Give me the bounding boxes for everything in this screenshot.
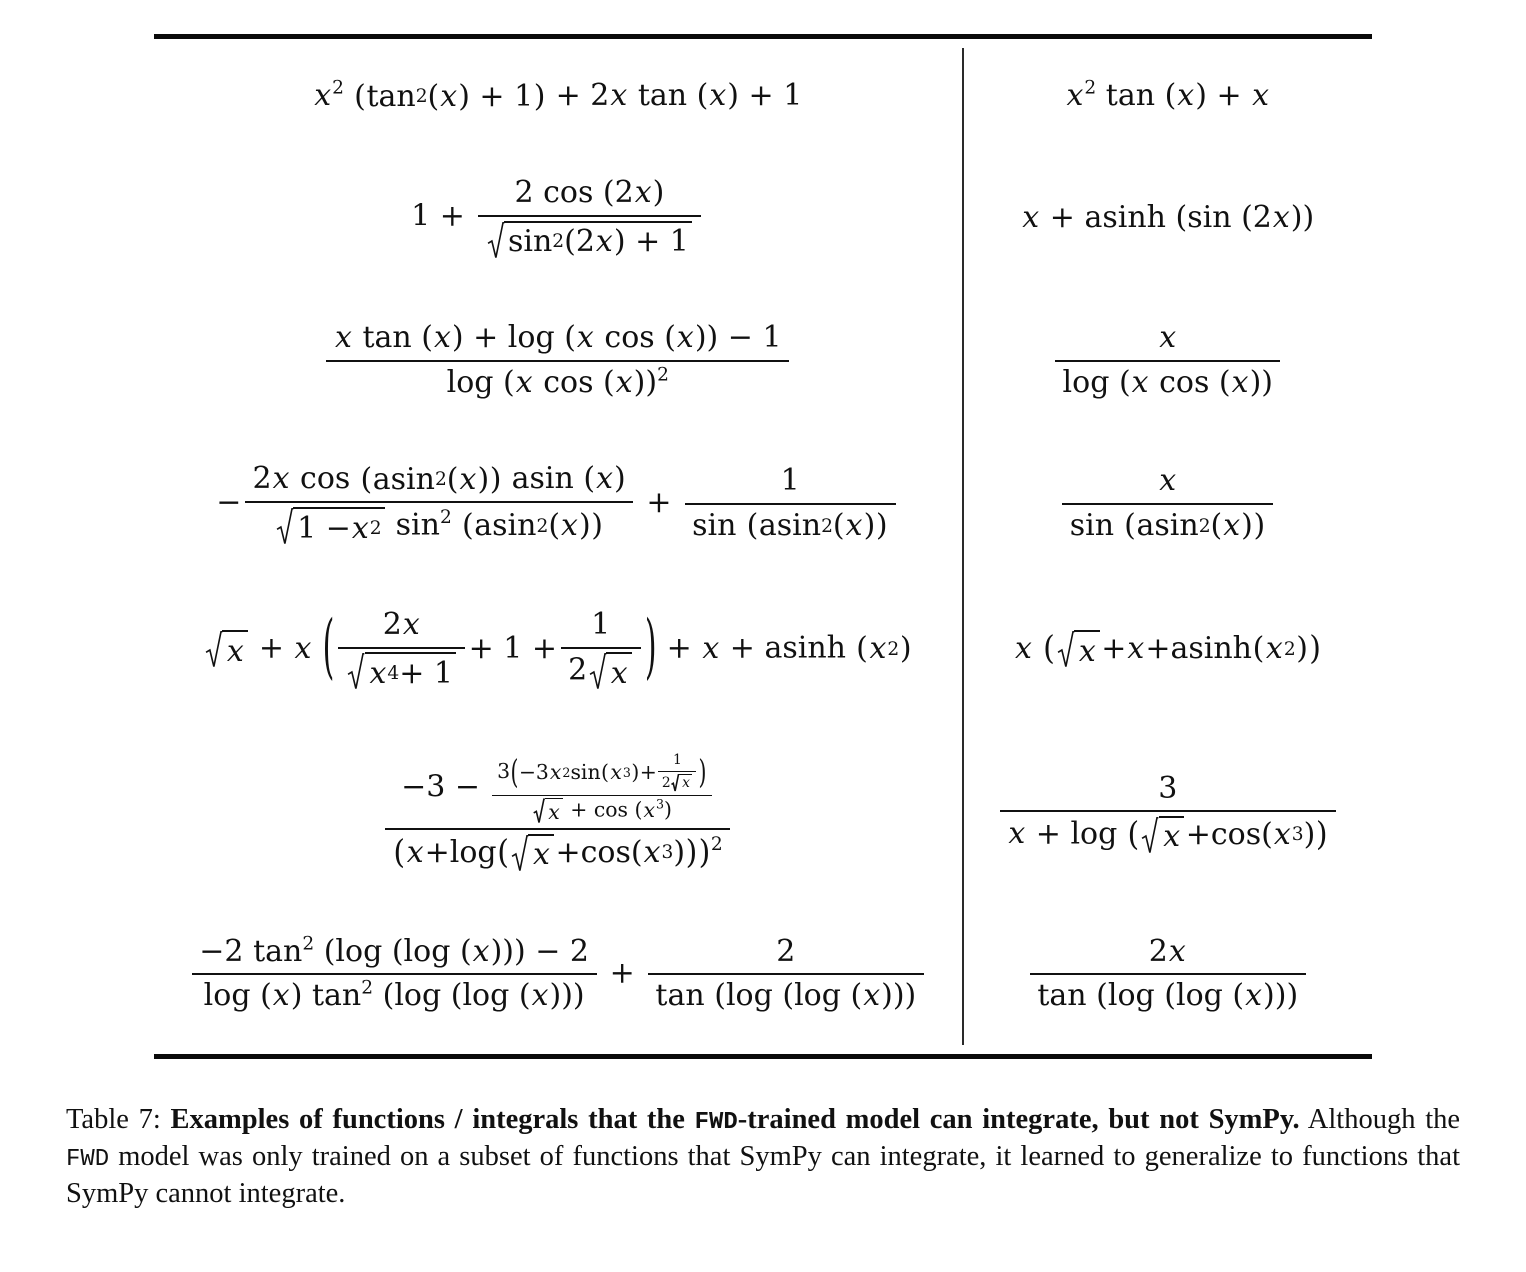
- paren-group: ( asin 2 ( x ) ): [360, 461, 502, 497]
- radical-icon: [1057, 630, 1074, 669]
- function-cell: [154, 722, 962, 904]
- superscript: 2: [1084, 77, 1097, 99]
- radical-icon: [533, 798, 545, 824]
- function-expression: $\frac{-2 \tan^2 (\log (\log (x))) - 2}{\log (x) \tan^2 (\log (\log (x)))}$ + $\frac{2}{\tan (\log (\log (x)))}$: [188, 935, 927, 1014]
- paren-group: ( x + log ( x + cos ( x 3 ) ) ): [393, 833, 711, 873]
- integral-expression: [1059, 464, 1277, 544]
- radical-icon: [205, 630, 222, 669]
- table-row: [154, 577, 1372, 722]
- radical-icon: [589, 652, 606, 691]
- square-root: x: [511, 834, 554, 873]
- paren-group: ( asin 2 ( x ) ): [461, 508, 603, 544]
- integral-cell: [962, 577, 1372, 722]
- square-root: x 4 + 1: [347, 652, 456, 691]
- superscript: 2: [439, 507, 452, 529]
- integral-expression: x + asinh (sin (2x)): [1022, 199, 1315, 235]
- caption-fwd-code: FWD: [694, 1108, 738, 1136]
- radical-icon: [487, 221, 504, 260]
- radical-icon: [347, 652, 364, 691]
- paren-group: ( x + cos ( x 3 ) ): [1127, 815, 1328, 855]
- paren-group: ( x 2 ): [856, 631, 912, 667]
- integral-cell: [962, 904, 1372, 1045]
- paren-group: ( x + cos ( x 3 ) ): [497, 833, 698, 873]
- table-row: [154, 145, 1372, 290]
- function-cell: [154, 145, 962, 290]
- function-cell: [154, 577, 962, 722]
- fraction: 1 2 x: [658, 753, 696, 792]
- fraction: −3 − 3 ( −3 x 2 sin ( x 3 ) + 1 2 x ) x + $\cos (x^3)$ ( x + log ( x + cos ( x 3 ) ) ) $^2$: [385, 753, 730, 873]
- table-caption: [66, 1101, 1460, 1213]
- function-cell: [154, 290, 962, 431]
- square-root: sin 2 (2 x ) + 1: [487, 221, 692, 260]
- integral-cell: [962, 431, 1372, 577]
- caption-body-text-2: model was only trained on a subset of functions that SymPy can integrate, it learned to generalize to functions that SymPy cannot integrate.: [66, 1141, 1460, 1210]
- paren-group: ( x 2 ): [1252, 631, 1308, 667]
- fraction: $\frac{2x}{\tan (\log (\log (x)))}$: [1030, 935, 1306, 1014]
- paren-group: ( asin 2 ( x ) ): [746, 508, 888, 544]
- radical-icon: [511, 834, 528, 873]
- caption-bold-text-2: -trained model can integrate, but not SymPy.: [737, 1103, 1300, 1135]
- table-row: [154, 904, 1372, 1045]
- radical-icon: [1141, 816, 1158, 855]
- caption-body-text: Although the: [1307, 1103, 1461, 1135]
- fraction: $\frac{-2 \tan^2 (\log (\log (x))) - 2}{\log (x) \tan^2 (\log (\log (x)))}$: [192, 935, 597, 1014]
- function-cell: [154, 904, 962, 1045]
- paren-group: ( −3 x 2 sin ( x 3 ) + 1 2 x ): [510, 752, 707, 791]
- integral-cell: [962, 722, 1372, 904]
- table-row: [154, 722, 1372, 904]
- table-row: [154, 290, 1372, 431]
- caption-fwd-code-2: FWD: [66, 1146, 110, 1174]
- superscript: 2: [361, 977, 374, 999]
- fraction: $\frac{x}{\text{log (x cos (x))}}$: [1055, 321, 1280, 400]
- caption-label: Table 7:: [66, 1103, 171, 1135]
- integral-expression: [1026, 935, 1309, 1014]
- fraction: 2x cos ( asin 2 ( x ) ) asin (x) 1 − x 2 $\sin^2$ ( asin 2 ( x ) ): [245, 462, 633, 546]
- square-root: x: [589, 652, 632, 691]
- function-expression: x + x ( 2x x 4 + 1 + 1 + 1 2 x ) + x + asinh ( x 2 ): [203, 608, 912, 691]
- paren-group: ( tan 2 ( x ) + 1 ): [354, 78, 546, 114]
- superscript: 2: [302, 933, 315, 955]
- radical-icon: [671, 774, 679, 792]
- radical-icon: [276, 507, 293, 546]
- function-expression: [323, 321, 793, 400]
- fraction: 3 ( −3 x 2 sin ( x 3 ) + 1 2 x ) x + $\cos (x^3)$: [492, 753, 712, 824]
- fraction: 2x x 4 + 1: [338, 608, 465, 691]
- function-expression: [382, 753, 734, 873]
- paren-group: ( x + x + asinh ( x 2 ) ): [1043, 629, 1321, 669]
- superscript: 2: [332, 77, 344, 99]
- paren-group: ( x 3 ): [600, 759, 640, 784]
- function-expression: 1 + 2 cos (2x) sin 2 (2 x ) + 1: [411, 176, 704, 259]
- fraction: $\frac{\text{x tan (x) + log (x cos (x)) − 1}}{\log (x \cos (x))^2}$: [326, 321, 789, 400]
- square-root: x: [1141, 816, 1184, 855]
- integral-expression: x ( x + x + asinh ( x 2 ) ): [1015, 629, 1321, 669]
- square-root: x: [533, 798, 563, 824]
- table-body: [154, 48, 1372, 1045]
- fraction: 2 cos (2x) sin 2 (2 x ) + 1: [478, 176, 701, 259]
- function-expression: − 2x cos ( asin 2 ( x ) ) asin (x) 1 − x 2 $\sin^2$ ( asin 2 ( x ) ) + 1 sin ( asin 2 ( x ) ): [216, 462, 899, 546]
- caption-bold-text: Examples of functions / integrals that the: [170, 1103, 695, 1135]
- integral-cell: [962, 145, 1372, 290]
- integral-expression: [1051, 321, 1284, 400]
- integral-expression: [996, 772, 1339, 855]
- fraction: $\frac{2}{\tan (\log (\log (x)))}$: [648, 935, 924, 1014]
- table-row: [154, 48, 1372, 145]
- table-row: [154, 431, 1372, 577]
- paren-group: ( 2x x 4 + 1 + 1 + 1 2 x ): [322, 606, 657, 691]
- square-root: 1 − x 2: [276, 507, 385, 546]
- square-root: x: [1057, 630, 1100, 669]
- superscript: 2: [657, 364, 669, 386]
- square-root: x: [205, 630, 248, 669]
- function-cell: [154, 431, 962, 577]
- fraction: 1 2 x: [561, 608, 641, 691]
- superscript: 2: [710, 833, 723, 855]
- integral-cell: [962, 290, 1372, 431]
- fraction: 3 x + log ( x + cos ( x 3 ) ): [1000, 772, 1336, 855]
- square-root: x: [671, 774, 692, 792]
- fraction: x sin ( asin 2 ( x ) ): [1062, 464, 1273, 544]
- integral-cell: [962, 48, 1372, 145]
- function-cell: [154, 48, 962, 145]
- fraction: 1 sin ( asin 2 ( x ) ): [685, 464, 896, 544]
- integral-expression: $x^2$ tan (x) + x: [1066, 77, 1270, 114]
- paren-group: ( asin 2 ( x ) ): [1124, 508, 1266, 544]
- function-expression: $x^2$ ( tan 2 ( x ) + 1 ) + 2x tan (x) + 1: [314, 77, 803, 114]
- superscript: 3: [655, 796, 665, 812]
- results-table: [154, 34, 1372, 1059]
